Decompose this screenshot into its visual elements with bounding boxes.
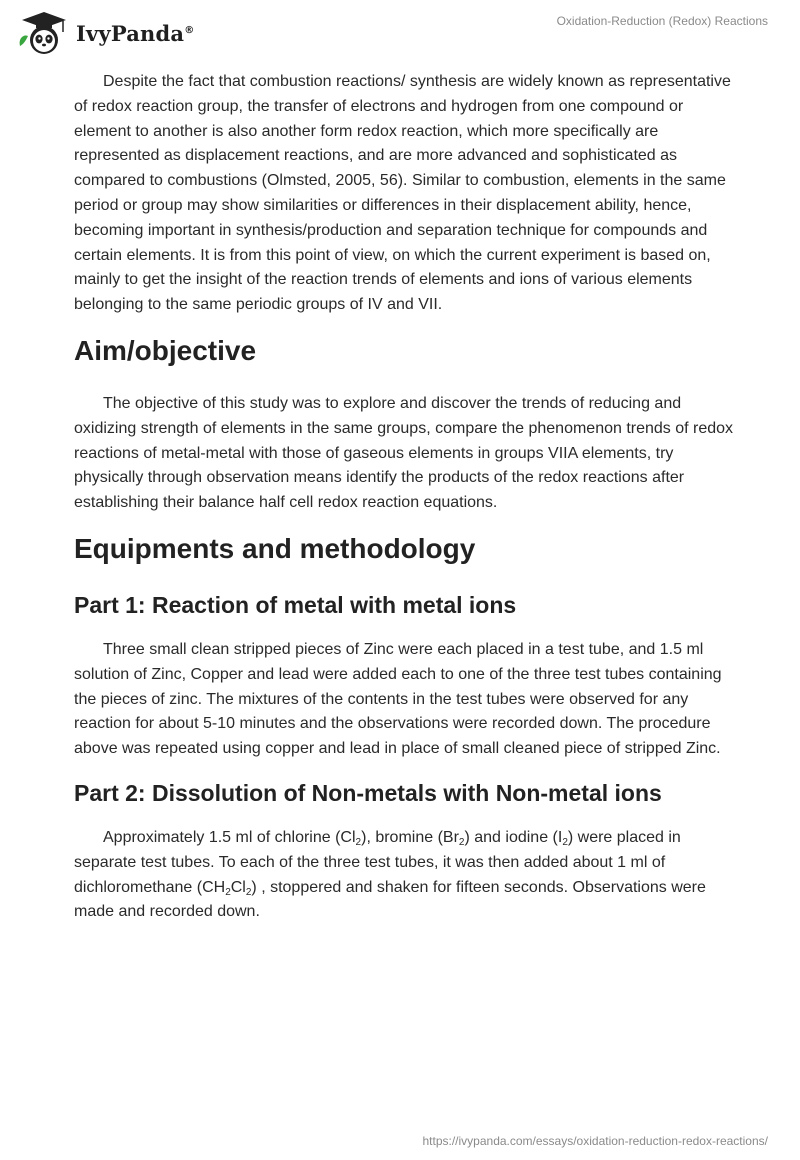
page-header-title: Oxidation-Reduction (Redox) Reactions (556, 14, 768, 28)
intro-paragraph: Despite the fact that combustion reactions/ synthesis are widely known as representative of redox reaction group, the transfer of electrons and hydrogen from one compound or element to another is also another form redox reaction, which more specifically are represented as displacement reactions, and are more advanced and sophisticated as compared to combustions (Olmsted, 2005, 56). Similar to combustion, elements in the same period or group may show similarities or differences in their displacement ability, hence, becoming important in synthesis/production and separation technique for compounds and certain elements. It is from this point of view, on which the current experiment is based on, mainly to get the insight of the reaction trends of elements and ions of various elements belonging to the same periodic groups of IV and VII. (74, 73, 731, 314)
part2-paragraph: Approximately 1.5 ml of chlorine $(Cl_2)$, bromine $(Br_2)$ and iodine $(I_2)$ were placed in separate test tubes. To each of the three test tubes, it was then added about 1 ml of dichloromethane $(CH_2Cl_2)$ , stoppered and shaken for fifteen seconds. Observations were made and recorded down. (74, 828, 706, 921)
brand-name: IvyPanda® (76, 20, 195, 46)
site-logo[interactable] (16, 10, 194, 56)
essay-content (74, 70, 734, 941)
aim-heading: Aim/objective (74, 334, 257, 366)
panda-logo-icon (16, 10, 72, 56)
aim-paragraph: The objective of this study was to explore and discover the trends of reducing and oxidizing strength of elements in the same groups, compare the phenomenon trends of redox reactions of metal-metal with those of gaseous elements in groups VIIA elements, try physically through observation means identify the products of the redox reactions after establishing their balance half cell redox reaction equations. (74, 394, 734, 512)
part1-paragraph: Three small clean stripped pieces of Zinc were each placed in a test tube, and 1.5 ml solution of Zinc, Copper and lead were added each to one of the three test tubes containing the pieces of zinc. The mixtures of the contents in the test tubes were observed for any reaction for about 5-10 minutes and the observations were recorded down. The procedure above was repeated using copper and lead in place of small cleaned piece of stripped Zinc. (74, 640, 722, 758)
part1-heading: Part 1: Reaction of metal with metal ions (74, 591, 517, 618)
methods-heading: Equipments and methodology (74, 532, 476, 564)
footer-url[interactable]: https://ivypanda.com/essays/oxidation-reduction-redox-reactions/ (422, 1134, 768, 1148)
part2-heading: Part 2: Dissolution of Non-metals with Non-metal ions (74, 779, 662, 806)
